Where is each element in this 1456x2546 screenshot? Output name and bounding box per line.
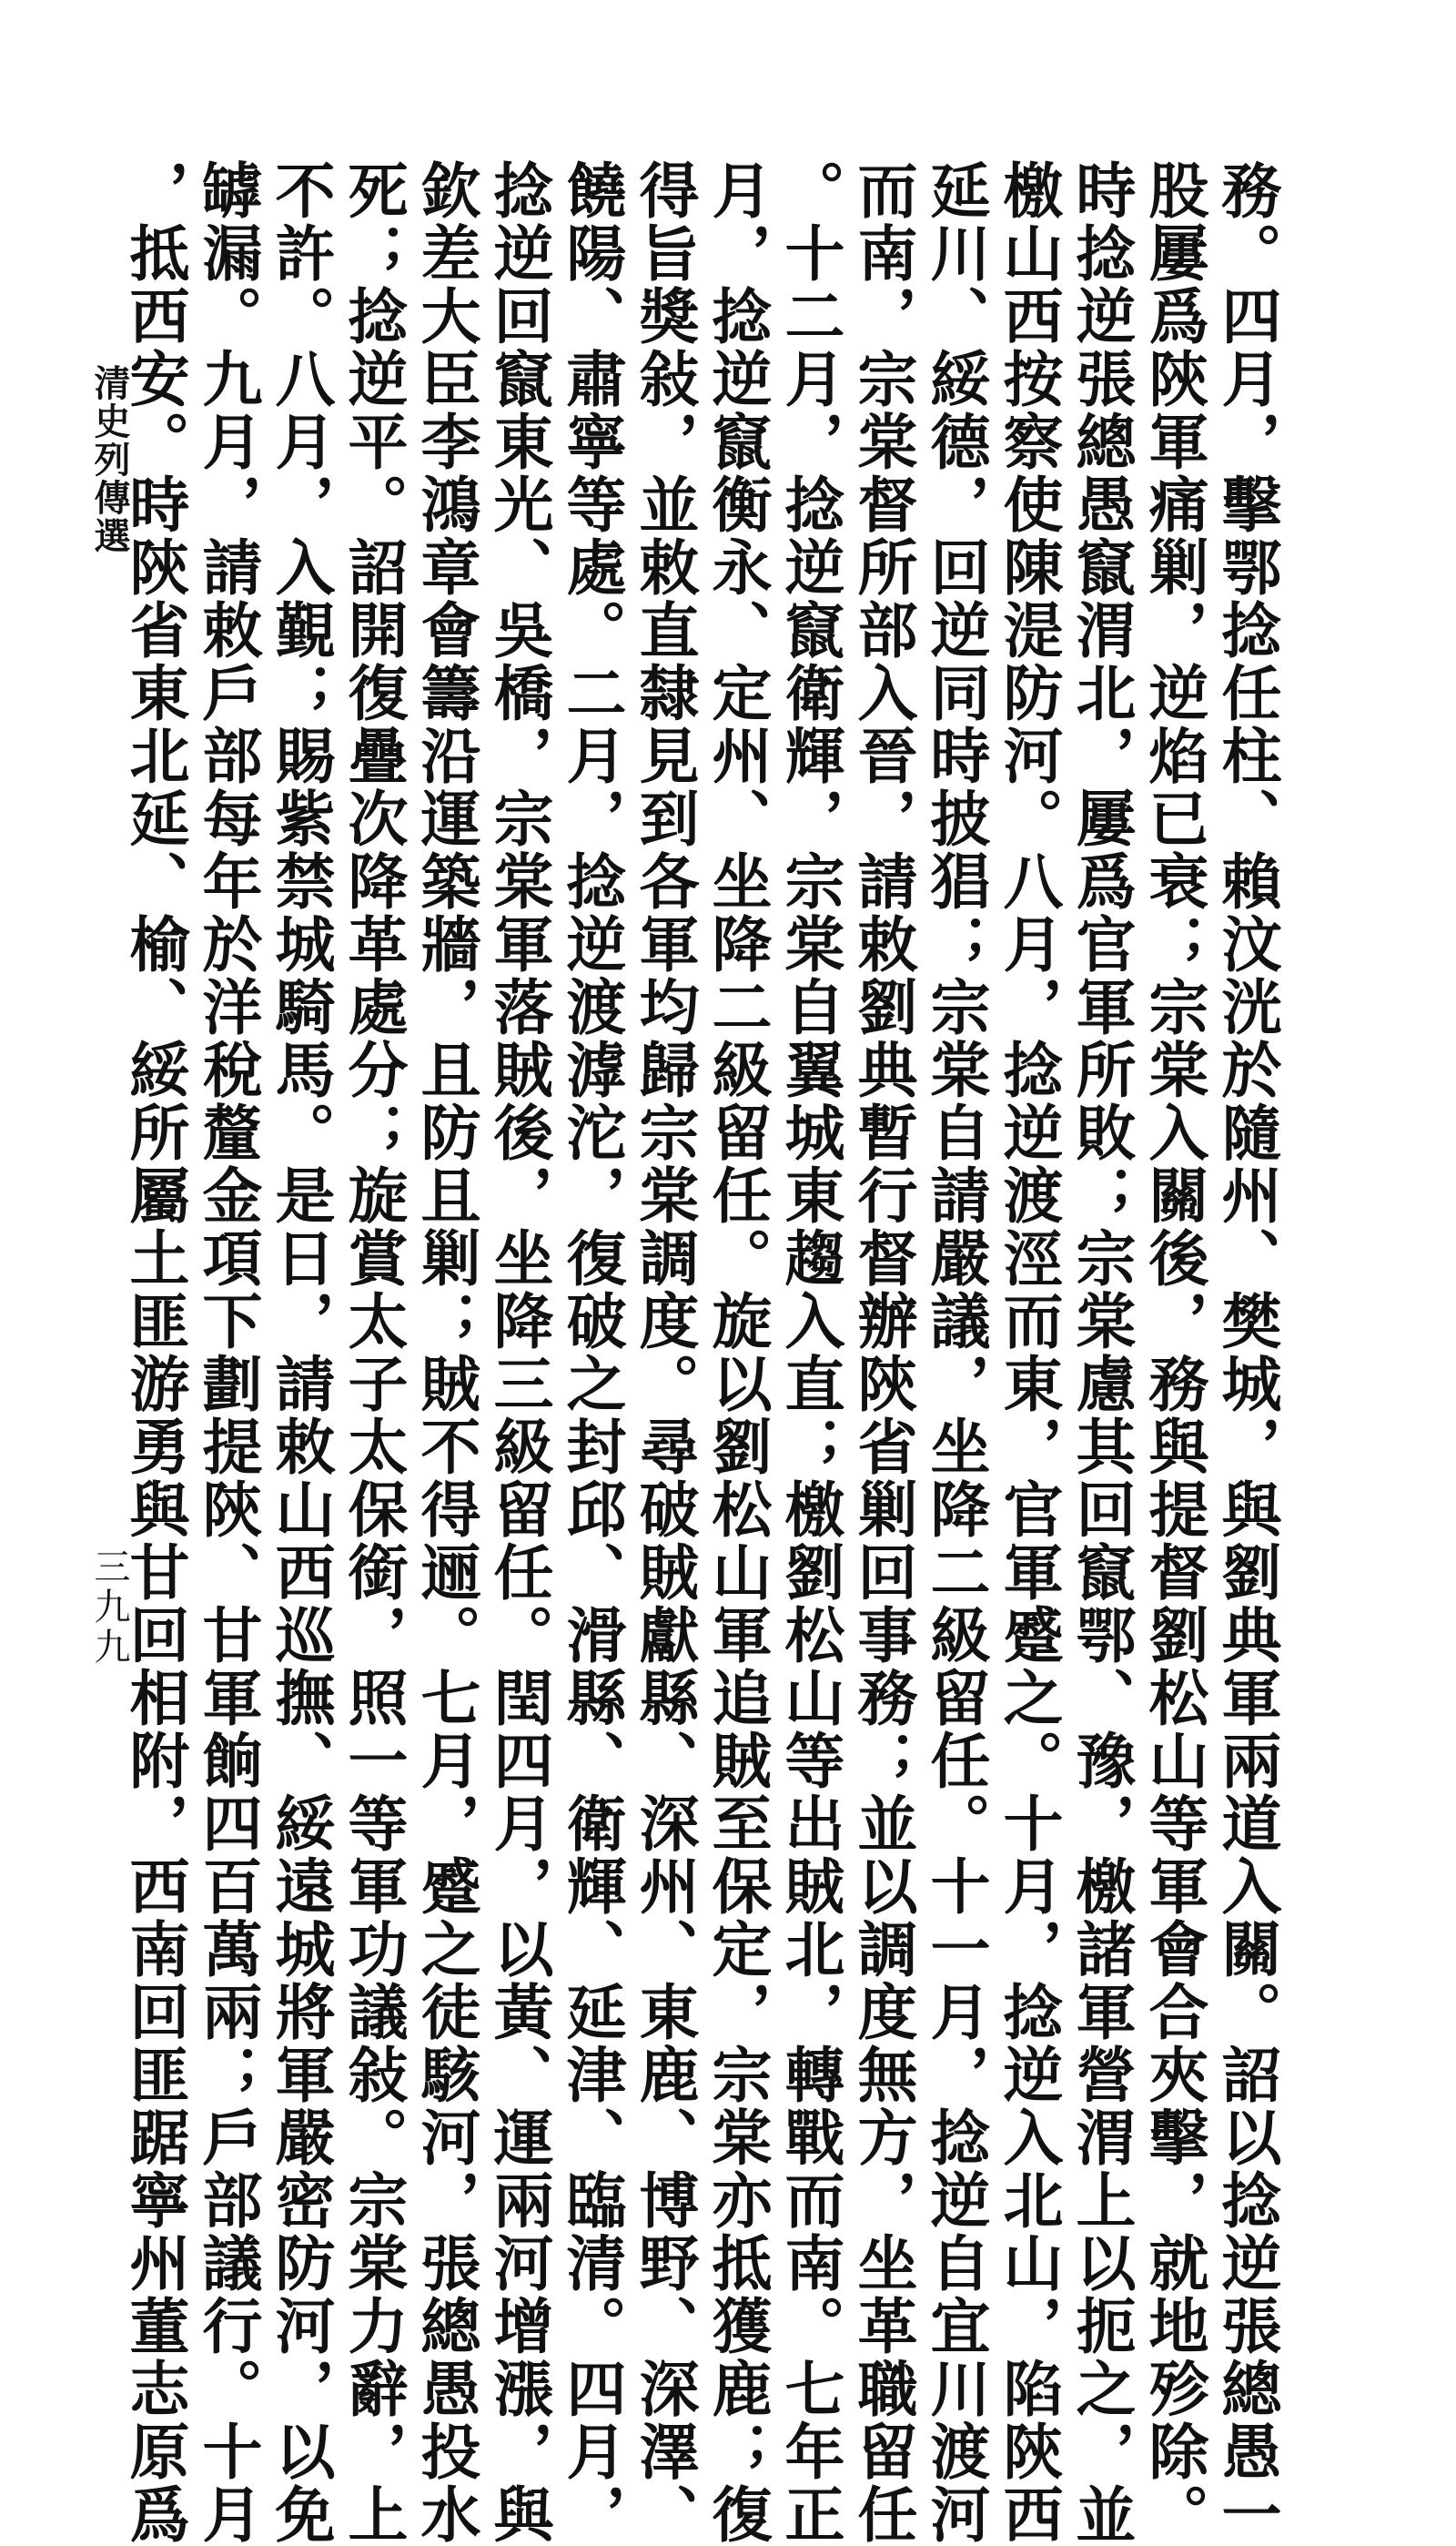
text-column: 務。四月，擊鄂捻任柱、賴汶洸於隨州、樊城，與劉典軍兩道入關。詔以捻逆張總愚一 [1211,159,1282,2546]
text-column: 而南，宗棠督所部入晉，請敕劉典暫行督辦陝省剿回事務；並以調度無方，坐革職留任 [847,159,918,2546]
text-column: 死；捻逆平。詔開復疊次降革處分；旋賞太子太保銜，照一等軍功議敍。宗棠力辭，上 [338,159,409,2546]
text-column: 不許。八月，入覲；賜紫禁城騎馬。是日，請敕山西巡撫、綏遠城將軍嚴密防河，以免 [265,159,336,2546]
text-column: 欽差大臣李鴻章會籌沿運築牆，且防且剿；賊不得逦。七月，蹙之徒駭河，張總愚投水 [410,159,481,2546]
text-column: 股屢爲陝軍痛剿，逆焰已衰；宗棠入關後，務與提督劉松山等軍會合夾擊，就地殄除。 [1138,159,1209,2546]
vertical-text-body [119,159,1283,2546]
text-column: 延川、綏德，回逆同時披猖；宗棠自請嚴議，坐降二級留任。十一月，捻逆自宜川渡河 [920,159,991,2546]
text-column: 。十二月，捻逆竄衛輝，宗棠自翼城東趨入直；檄劉松山等出賊北，轉戰而南。七年正 [774,159,845,2546]
running-head: 清史列傳選 [88,364,131,555]
text-column: ，抵西安。時陝省東北延、榆、綏所屬土匪游勇與甘回相附，西南回匪踞寧州董志原爲 [119,159,190,2546]
text-column: 饒陽、肅寧等處。二月，捻逆渡滹沱，復破之封邱、滑縣、衛輝、延津、臨清。四月， [556,159,627,2546]
text-column: 罅漏。九月，請敕戶部每年於洋稅釐金項下劃提陝、甘軍餉四百萬兩；戶部議行。十月 [192,159,263,2546]
text-column: 檄山西按察使陳湜防河。八月，捻逆渡涇而東，官軍蹙之。十月，捻逆入北山，陷陝西 [993,159,1064,2546]
text-column: 時捻逆張總愚竄渭北，屢爲官軍所敗；宗棠慮其回竄鄂、豫，檄諸軍營渭上以扼之，並 [1066,159,1137,2546]
text-column: 得旨獎敍，並敕直隸見到各軍均歸宗棠調度。尋破賊獻縣、深州、東鹿、博野、深澤、 [629,159,700,2546]
text-column: 月，捻逆竄衡永、定州、坐降二級留任。旋以劉松山軍追賊至保定，宗棠亦抵獲鹿；復 [702,159,773,2546]
text-column: 捻逆回竄東光、吳橋，宗棠軍落賊後，坐降三級留任。閏四月，以黃、運兩河增漲，與 [483,159,554,2546]
page-number: 三九九 [88,1547,130,1668]
